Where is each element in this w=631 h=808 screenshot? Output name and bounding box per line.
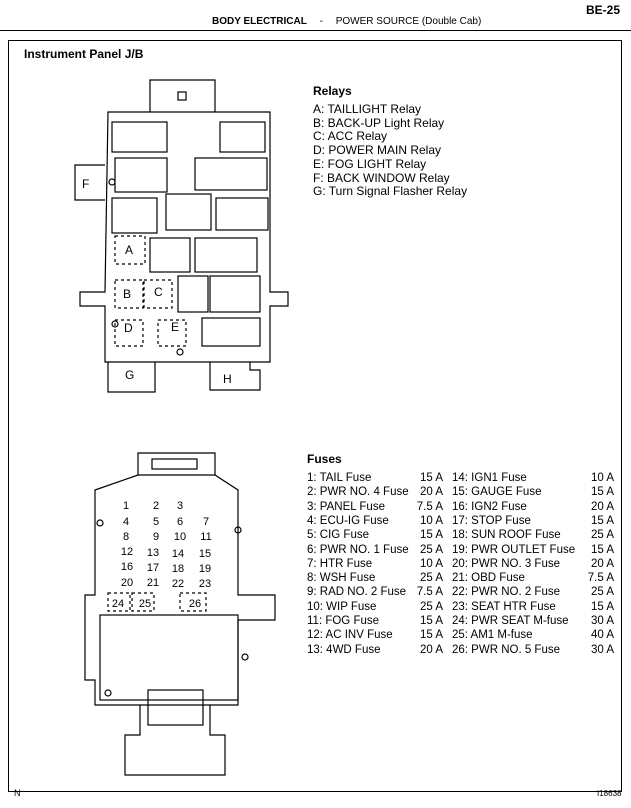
relay-item: E: FOG LIGHT Relay [313, 156, 427, 171]
relay-block-diagram [60, 70, 290, 400]
fuse-name: 11: FOG Fuse [307, 615, 380, 627]
fuse-amperage: 15 A [590, 486, 614, 499]
relay-item: B: BACK-UP Light Relay [313, 115, 445, 130]
fuse-amperage: 20 A [590, 557, 614, 570]
fuse-amperage: 7.5 A [587, 572, 614, 585]
fuse-name: 20: PWR NO. 3 Fuse [452, 557, 561, 570]
relay-item: C: ACC Relay [313, 129, 388, 144]
fuse-amperage: 30 A [590, 643, 614, 656]
relay-list [313, 103, 467, 199]
fuse-number: 16 [120, 561, 134, 573]
relay-label-f: F [82, 177, 90, 191]
fuses-title: Fuses [307, 452, 342, 466]
fuse-name: 19: PWR OUTLET Fuse [452, 543, 576, 556]
title-separator: - [319, 16, 323, 27]
fuse-amperage: 20 A [419, 486, 443, 499]
fuse-amperage: 25 A [590, 529, 614, 542]
fuse-number: 22 [171, 578, 185, 590]
fuse-number: 13 [146, 547, 160, 559]
fuse-number: 19 [198, 563, 212, 575]
fuse-amperage: 15 A [590, 543, 614, 556]
fuse-number: 9 [152, 531, 160, 543]
fuse-number: 5 [152, 516, 160, 528]
figure-id: I18638 [597, 789, 622, 798]
fuse-number: 2 [152, 500, 160, 512]
relay-label-e: E [171, 320, 180, 334]
fuse-number: 4 [122, 516, 130, 528]
fuse-name: 3: PANEL Fuse [307, 500, 385, 513]
fuse-number: 17 [146, 562, 160, 574]
fuse-number: 24 [111, 598, 125, 610]
fuse-amperage: 15 A [419, 615, 443, 627]
fuse-number: 1 [122, 500, 130, 512]
fuse-number: 21 [146, 577, 160, 589]
panel-title: Instrument Panel J/B [24, 47, 144, 61]
fuse-number: 3 [176, 500, 184, 512]
fuse-name: 5: CIG Fuse [307, 529, 369, 542]
fuse-number: 6 [176, 516, 184, 528]
fuse-name: 23: SEAT HTR Fuse [452, 600, 556, 613]
fuse-amperage: 15 A [590, 514, 614, 527]
fuse-amperage: 10 A [419, 557, 443, 570]
fuse-name: 15: GAUGE Fuse [452, 486, 542, 499]
fuse-number: 12 [120, 546, 134, 558]
fuse-amperage: 20 A [590, 500, 614, 513]
fuse-name: 18: SUN ROOF Fuse [452, 529, 561, 542]
fuse-number: 11 [200, 531, 212, 543]
fuse-amperage: 20 A [419, 643, 443, 656]
fuse-amperage: 30 A [590, 615, 614, 627]
fuse-name: 7: HTR Fuse [307, 557, 373, 570]
relay-label-a: A [125, 243, 134, 257]
fuse-number: 10 [173, 531, 187, 543]
fuse-name: 1: TAIL Fuse [307, 472, 372, 484]
fuse-amperage: 25 A [590, 586, 614, 599]
relay-label-d: D [124, 321, 133, 335]
fuse-name: 8: WSH Fuse [307, 572, 376, 585]
fuse-amperage: 10 A [419, 514, 443, 527]
fuse-number: 8 [122, 531, 130, 543]
header-rule [0, 30, 631, 31]
fuse-number: 18 [171, 563, 185, 575]
relay-item: G: Turn Signal Flasher Relay [313, 184, 468, 199]
relays-title: Relays [313, 84, 352, 98]
relay-label-c: C [154, 285, 163, 299]
section-name: BODY ELECTRICAL [212, 16, 307, 27]
fuse-amperage: 25 A [419, 572, 443, 585]
fuse-name: 24: PWR SEAT M-fuse [452, 615, 569, 627]
fuse-number: 7 [202, 516, 210, 528]
relay-label-g: G [125, 368, 135, 382]
page-id: BE-25 [586, 3, 621, 17]
fuse-block-diagram [60, 445, 290, 790]
relay-item: F: BACK WINDOW Relay [313, 170, 450, 185]
relay-item: A: TAILLIGHT Relay [313, 102, 422, 116]
fuse-amperage: 15 A [419, 629, 443, 642]
fuse-name: 21: OBD Fuse [452, 572, 525, 585]
fuse-name: 13: 4WD Fuse [307, 643, 381, 656]
fuse-amperage: 7.5 A [416, 586, 443, 599]
fuse-name: 17: STOP Fuse [452, 514, 531, 527]
fuse-number: 25 [138, 598, 152, 610]
fuse-name: 4: ECU-IG Fuse [307, 514, 389, 527]
fuse-name: 16: IGN2 Fuse [452, 500, 527, 513]
corner-mark: N [14, 788, 21, 798]
fuse-name: 22: PWR NO. 2 Fuse [452, 586, 561, 599]
fuse-name: 9: RAD NO. 2 Fuse [307, 586, 407, 599]
fuse-number: 26 [188, 598, 202, 610]
fuse-name: 6: PWR NO. 1 Fuse [307, 543, 409, 556]
relay-label-h: H [223, 372, 232, 386]
relay-label-b: B [123, 287, 132, 301]
section-title [212, 16, 481, 27]
fuse-number: 15 [198, 548, 212, 560]
fuse-amperage: 40 A [590, 629, 614, 642]
fuse-amperage: 10 A [590, 472, 614, 484]
fuse-amperage: 15 A [419, 529, 443, 542]
fuse-number: 14 [171, 548, 185, 560]
fuse-name: 10: WIP Fuse [307, 600, 377, 613]
fuse-name: 14: IGN1 Fuse [452, 472, 527, 484]
fuse-amperage: 25 A [419, 600, 443, 613]
fuse-amperage: 15 A [590, 600, 614, 613]
fuse-name: 12: AC INV Fuse [307, 629, 393, 642]
relay-item: D: POWER MAIN Relay [313, 143, 442, 158]
fuse-name: 2: PWR NO. 4 Fuse [307, 486, 409, 499]
fuse-amperage: 25 A [419, 543, 443, 556]
subsection-name: POWER SOURCE (Double Cab) [335, 16, 482, 27]
fuse-amperage: 7.5 A [416, 500, 443, 513]
fuse-name: 26: PWR NO. 5 Fuse [452, 643, 561, 656]
fuse-number: 23 [198, 578, 212, 590]
fuse-name: 25: AM1 M-fuse [452, 629, 533, 642]
fuse-number: 20 [120, 577, 134, 589]
fuse-amperage: 15 A [419, 472, 443, 484]
